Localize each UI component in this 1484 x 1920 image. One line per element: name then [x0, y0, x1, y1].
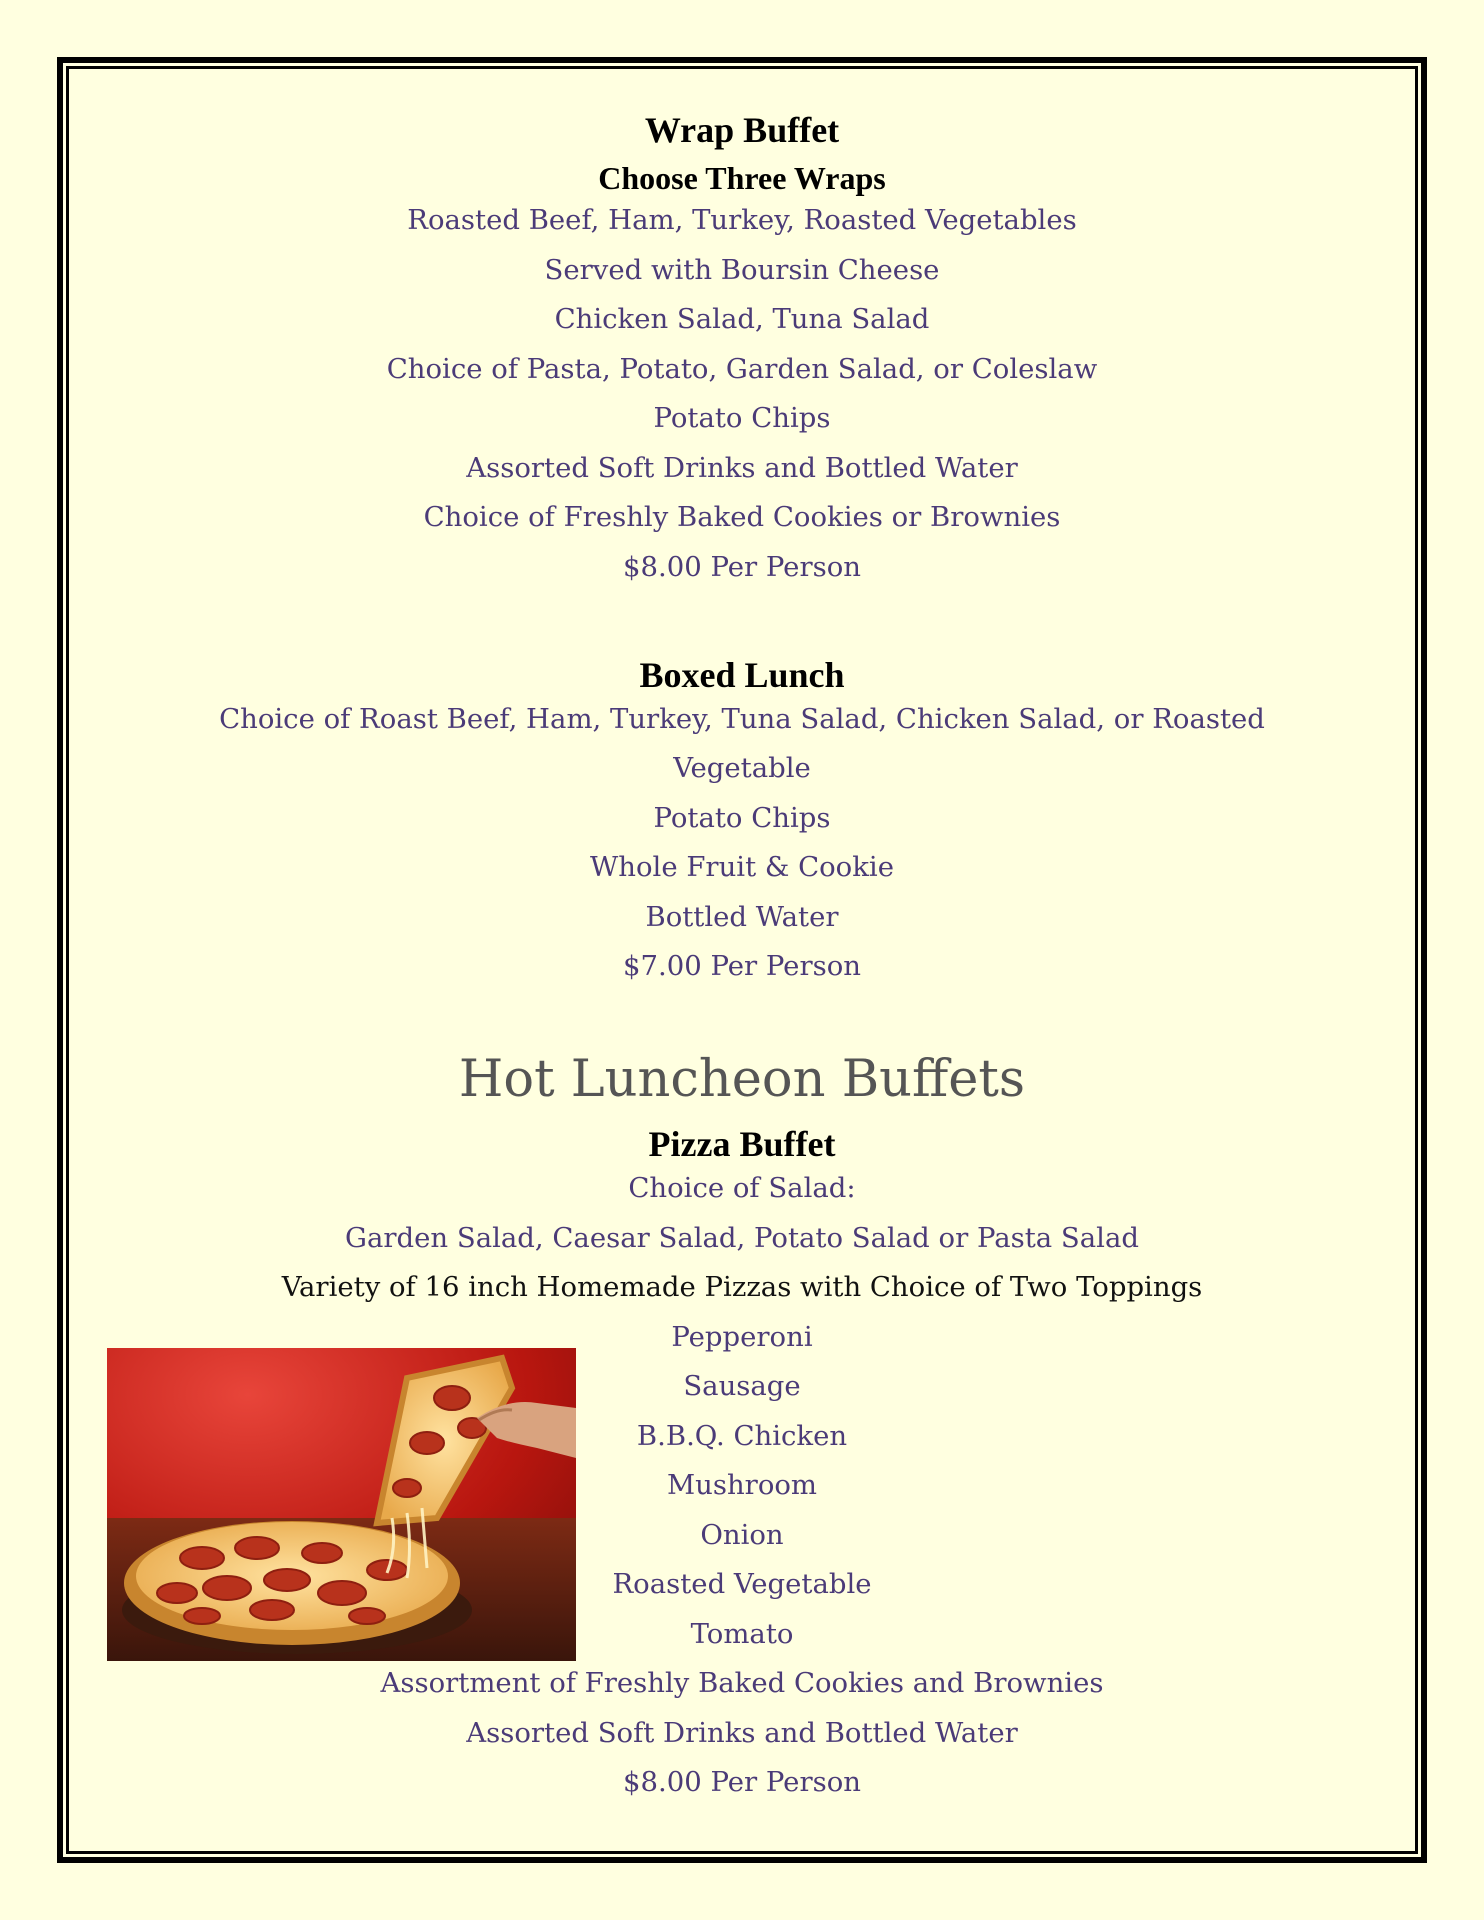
- topping-item: Sausage: [683, 1370, 801, 1402]
- boxed-lunch-price: $7.00 Per Person: [623, 950, 861, 982]
- pizza-extra: Assorted Soft Drinks and Bottled Water: [466, 1717, 1018, 1749]
- pizza-photo: [107, 1348, 576, 1661]
- pizza-extra: Assortment of Freshly Baked Cookies and Brownies: [380, 1667, 1104, 1699]
- wrap-buffet-title: Wrap Buffet: [644, 110, 840, 150]
- boxed-lunch-item: Potato Chips: [653, 802, 831, 834]
- boxed-lunch-item: Choice of Roast Beef, Ham, Turkey, Tuna Salad, Chicken Salad, or Roasted: [219, 703, 1265, 735]
- topping-item: Mushroom: [666, 1469, 818, 1501]
- topping-item: Pepperoni: [671, 1321, 813, 1353]
- pizza-price: $8.00 Per Person: [623, 1766, 861, 1798]
- pizza-description: Variety of 16 inch Homemade Pizzas with Choice of Two Toppings: [281, 1271, 1203, 1303]
- wrap-price: $8.00 Per Person: [623, 551, 861, 583]
- topping-item: B.B.Q. Chicken: [636, 1420, 848, 1452]
- wrap-item: Potato Chips: [653, 402, 831, 434]
- topping-item: Tomato: [690, 1618, 794, 1650]
- boxed-lunch-item: Whole Fruit & Cookie: [590, 851, 894, 883]
- wrap-item: Choice of Freshly Baked Cookies or Brownies: [423, 501, 1061, 533]
- boxed-lunch-title: Boxed Lunch: [639, 655, 845, 695]
- topping-item: Onion: [700, 1519, 784, 1551]
- topping-item: Roasted Vegetable: [612, 1568, 872, 1600]
- salad-options: Garden Salad, Caesar Salad, Potato Salad or Pasta Salad: [345, 1222, 1139, 1254]
- wrap-item: Assorted Soft Drinks and Bottled Water: [466, 452, 1018, 484]
- wrap-buffet-subtitle: Choose Three Wraps: [598, 160, 886, 196]
- boxed-lunch-item: Bottled Water: [645, 901, 839, 933]
- wrap-item: Served with Boursin Cheese: [544, 254, 940, 286]
- wrap-item: Choice of Pasta, Potato, Garden Salad, or Coleslaw: [386, 353, 1098, 385]
- salad-label: Choice of Salad:: [628, 1172, 856, 1204]
- wrap-item: Chicken Salad, Tuna Salad: [554, 303, 930, 335]
- boxed-lunch-item: Vegetable: [673, 752, 811, 784]
- pizza-buffet-title: Pizza Buffet: [648, 1124, 836, 1164]
- wrap-item: Roasted Beef, Ham, Turkey, Roasted Vegetables: [407, 204, 1077, 236]
- hot-luncheon-title: Hot Luncheon Buffets: [458, 1050, 1026, 1109]
